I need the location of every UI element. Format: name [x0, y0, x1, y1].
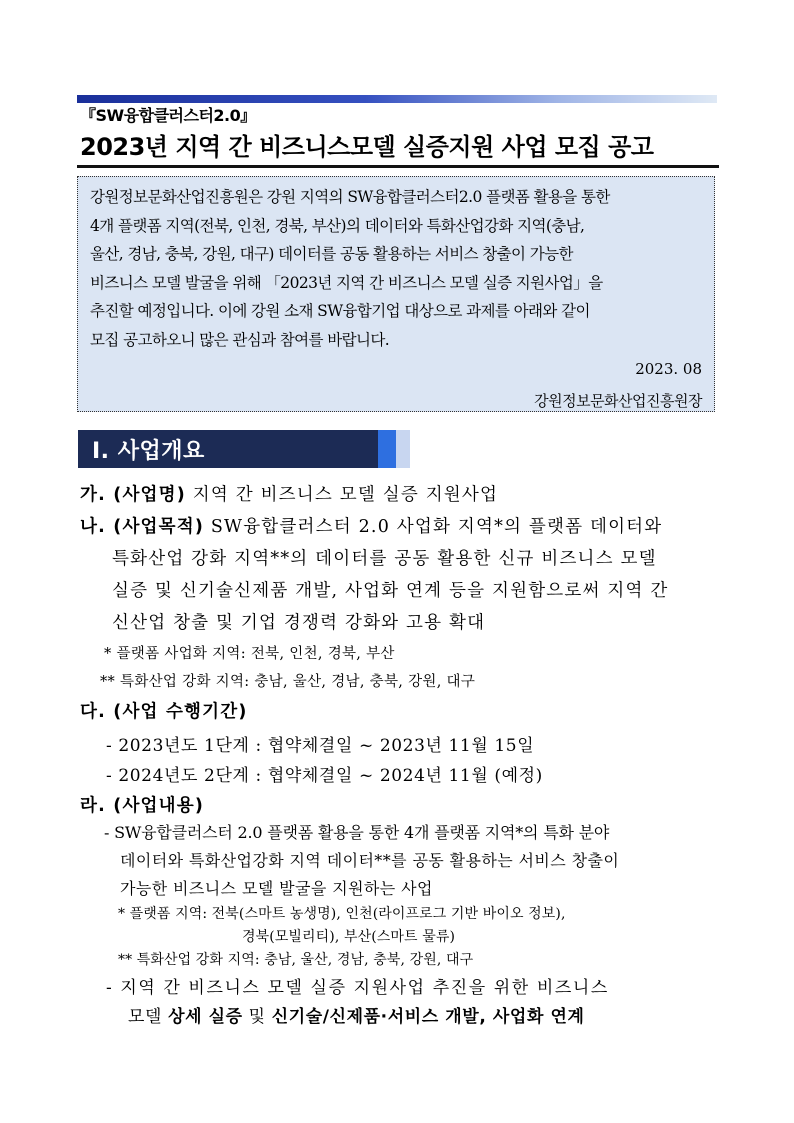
item-na-heading: 나. (사업목적)	[80, 517, 205, 537]
notice-line: 울산, 경남, 충북, 강원, 대구) 데이터를 공동 활용하는 서비스 창출이 가능한	[90, 245, 573, 263]
item-ra-emphasis: 상세 실증	[168, 1007, 243, 1027]
notice-line: 비즈니스 모델 발굴을 위해 「2023년 지역 간 비즈니스 모델 실증 지원사업」을	[90, 273, 603, 292]
item-na-line: 실증 및 신기술신제품 개발, 사업화 연계 등을 지원함으로써 지역 간	[112, 581, 669, 601]
header-gradient-bar	[77, 95, 717, 103]
title-underline	[77, 165, 719, 168]
item-ra-text: 및	[242, 1007, 272, 1027]
item-ra-footnote: ** 특화산업 강화 지역: 충남, 울산, 경남, 충북, 강원, 대구	[118, 952, 474, 968]
notice-line: 강원정보문화산업진흥원은 강원 지역의 SW융합클러스터2.0 플랫폼 활용을 통한	[90, 188, 610, 206]
item-ra-footnote: * 플랫폼 지역: 전북(스마트 농생명), 인천(라이프로그 기반 바이오 정보),	[118, 906, 566, 922]
item-da	[80, 698, 248, 723]
item-na-text: SW융합클러스터 2.0 사업화 지역*의 플랫폼 데이터와	[204, 517, 663, 537]
item-ga	[80, 481, 498, 506]
page-title: 2023년 지역 간 비즈니스모델 실증지원 사업 모집 공고	[80, 133, 654, 161]
item-na-footnote: ** 특화산업 강화 지역: 충남, 울산, 경남, 충북, 강원, 대구	[100, 674, 476, 690]
notice-date: 2023. 08	[635, 360, 702, 378]
item-ra	[80, 792, 204, 817]
item-ga-text: 지역 간 비즈니스 모델 실증 지원사업	[185, 485, 499, 505]
item-ra-entry: 가능한 비즈니스 모델 발굴을 지원하는 사업	[120, 879, 433, 898]
item-na-line: 특화산업 강화 지역**의 데이터를 공동 활용한 신규 비즈니스 모델	[112, 549, 657, 569]
item-na-line: 신산업 창출 및 기업 경쟁력 강화와 고용 확대	[112, 613, 486, 633]
item-ra-entry: - 지역 간 비즈니스 모델 실증 지원사업 추진을 위한 비즈니스	[106, 978, 609, 998]
item-da-heading: 다. (사업 수행기간)	[80, 702, 248, 722]
notice-line: 추진할 예정입니다. 이에 강원 소재 SW융합기업 대상으로 과제를 아래와 같이	[90, 302, 590, 320]
notice-organization: 강원정보문화산업진흥원장	[534, 392, 702, 410]
notice-line: 모집 공고하오니 많은 관심과 참여를 바랍니다.	[90, 330, 390, 349]
item-ra-entry: - SW융합클러스터 2.0 플랫폼 활용을 통한 4개 플랫폼 지역*의 특화 분야	[104, 823, 610, 842]
item-ra-entry: 데이터와 특화산업강화 지역 데이터**를 공동 활용하는 서비스 창출이	[120, 851, 620, 870]
item-ra-emphasis: 신기술/신제품·서비스 개발, 사업화 연계	[271, 1007, 585, 1027]
item-da-entry: - 2023년도 1단계 : 협약체결일 ~ 2023년 11월 15일	[106, 736, 535, 756]
item-ra-heading: 라. (사업내용)	[80, 796, 205, 816]
section-header-accent-light	[396, 430, 410, 468]
item-da-entry: - 2024년도 2단계 : 협약체결일 ~ 2024년 11월 (예정)	[106, 766, 543, 786]
notice-text	[90, 183, 710, 354]
notice-line: 4개 플랫폼 지역(전북, 인천, 경북, 부산)의 데이터와 특화산업강화 지역(충남,	[90, 216, 585, 235]
item-ra-entry	[128, 1002, 585, 1027]
item-na-footnote: * 플랫폼 사업화 지역: 전북, 인천, 경북, 부산	[104, 646, 395, 662]
section-header-accent	[378, 430, 396, 468]
header-subtitle: 『SW융합클러스터2.0』	[80, 106, 256, 125]
item-ra-footnote: 경북(모빌리티), 부산(스마트 물류)	[242, 929, 456, 945]
item-ra-text: 모델	[128, 1007, 169, 1027]
item-ga-heading: 가. (사업명)	[80, 485, 186, 505]
section-title: Ⅰ. 사업개요	[92, 439, 205, 464]
item-na	[80, 513, 662, 538]
